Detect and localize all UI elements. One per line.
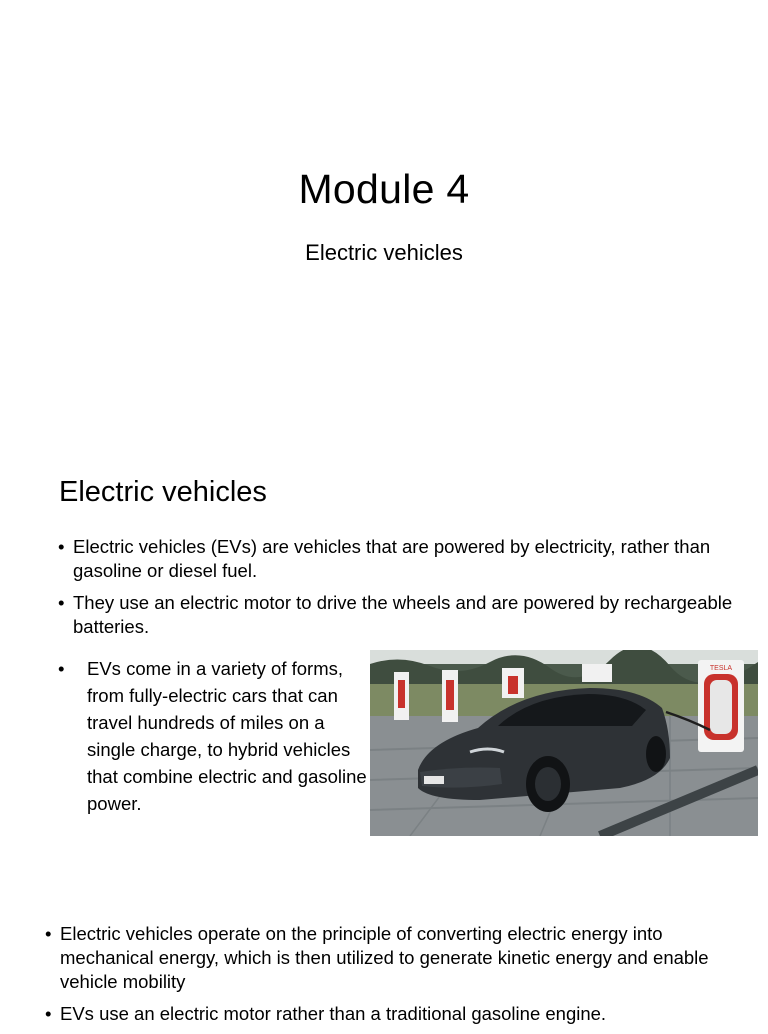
bullet-text: Electric vehicles operate on the principle of converting electric energy into mechanical energy, which is then utilized to generate kinetic energy and enable vehicle mobility <box>60 923 709 992</box>
charger-post <box>394 672 409 720</box>
charger-brand-label: TESLA <box>709 665 733 672</box>
charger-post <box>442 670 458 722</box>
bullet-text: EVs come in a variety of forms, from fully-electric cars that can travel hundreds of miles on a single charge, to hybrid vehicles that combine electric and gasoline power. <box>87 658 367 814</box>
bullet-item <box>45 922 745 994</box>
bullet-text: Electric vehicles (EVs) are vehicles that are powered by electricity, rather than gasoline or diesel fuel. <box>73 536 711 581</box>
bullet-dot: • <box>58 592 65 613</box>
charger-post <box>502 668 524 698</box>
charger-post <box>698 660 744 752</box>
bullet-dot: • <box>58 658 65 679</box>
module-title: Module 4 <box>298 166 470 212</box>
bullet-text: EVs use an electric motor rather than a traditional gasoline engine. <box>60 1003 607 1024</box>
bullet-text: They use an electric motor to drive the wheels and are powered by rechargeable batteries. <box>73 592 733 637</box>
bullet-item <box>45 1002 745 1026</box>
bullet-item <box>58 535 758 583</box>
bullet-list <box>58 535 758 647</box>
electric-car-charging-photo <box>370 650 758 836</box>
title-slide <box>0 0 768 430</box>
module-subtitle: Electric vehicles <box>305 240 463 265</box>
bullet-list <box>45 922 745 1034</box>
slide-heading: Electric vehicles <box>59 476 267 508</box>
charger-post <box>582 664 612 682</box>
bullet-dot: • <box>45 923 52 944</box>
content-slide-electric-vehicles <box>0 430 768 870</box>
bullet-dot: • <box>58 536 65 557</box>
bullet-dot: • <box>45 1003 52 1024</box>
bullet-item <box>58 591 758 639</box>
content-slide-ev-operation <box>0 870 768 1024</box>
